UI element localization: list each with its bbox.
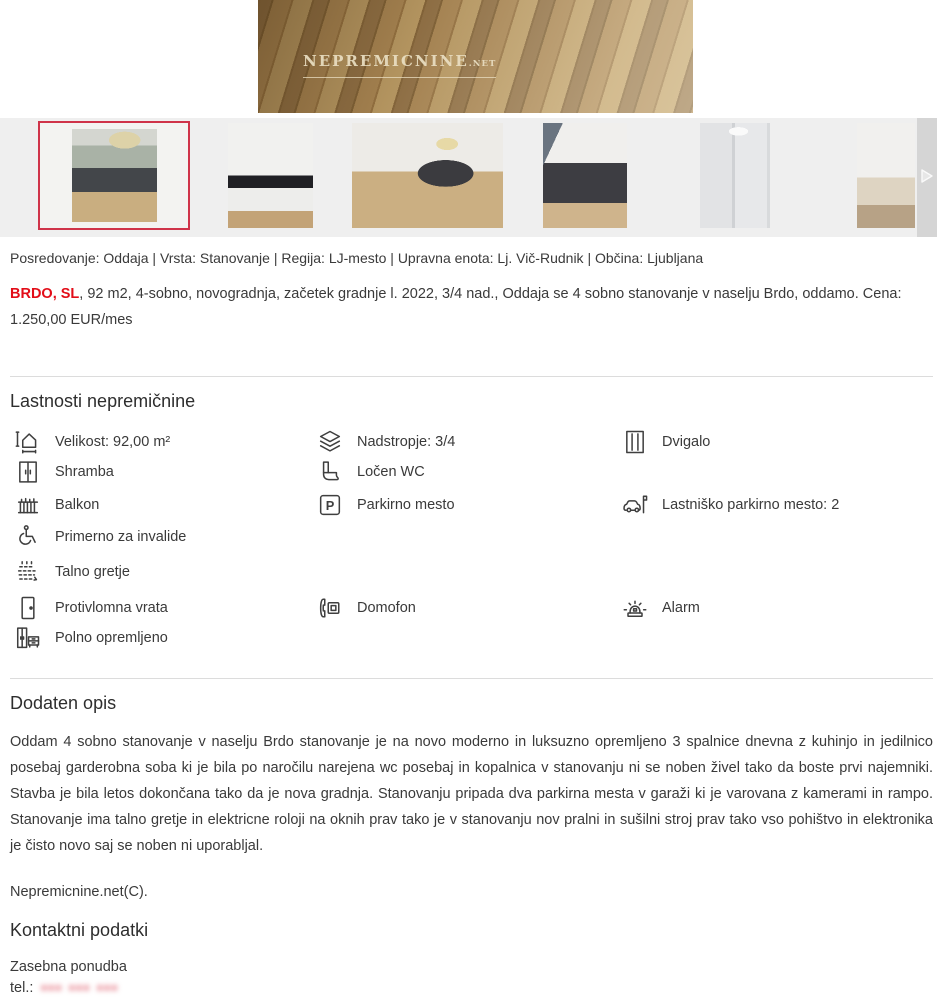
divider bbox=[10, 376, 933, 377]
divider bbox=[10, 678, 933, 679]
phone-line bbox=[10, 978, 933, 999]
feature-wheelchair-access: Primerno za invalide bbox=[13, 523, 315, 551]
description-text: Oddam 4 sobno stanovanje v naselju Brdo stanovanje je na novo moderno in luksuzno opremljeno 3 spalnice dnevna z kuhinjo in jedilnico posebaj garderobna soba ki je bila po naročilu narejena wc posebaj in kopalnica v stanovanju ni se noben živel tako da boste prvi najemniki. Stavba je bila letos dokončana tako da je nova gradnja. Stanovanju pripada dva parkirna mesta v garaži ki je varovana z kamerami in rampo. Stanovanje ima talno gretje in elektricne roloji na oknih prav tako je v stanovanju nov pralni in sušilni stroj prav tako vso pohištvo in elektronika je čisto novo saj se noben ni uporabljal. bbox=[10, 734, 933, 854]
feature-balcony: Balkon bbox=[13, 491, 315, 519]
floor-heating-icon bbox=[13, 558, 43, 586]
main-photo[interactable] bbox=[258, 0, 693, 113]
feature-fully-furnished: Polno opremljeno bbox=[13, 624, 315, 652]
feature-floor-heating: Talno gretje bbox=[13, 558, 315, 586]
thumbnail-dining-room[interactable] bbox=[352, 123, 503, 228]
thumbnail-wardrobe[interactable] bbox=[700, 123, 770, 228]
copyright-note: Nepremicnine.net(C). bbox=[10, 884, 148, 900]
furniture-icon bbox=[13, 624, 43, 652]
description-heading: Dodaten opis bbox=[10, 693, 117, 713]
listing-content bbox=[0, 248, 943, 999]
wheelchair-icon bbox=[13, 523, 43, 551]
contact-heading: Kontaktni podatki bbox=[10, 920, 149, 940]
feature-owned-parking: Lastniško parkirno mesto: 2 bbox=[620, 491, 933, 519]
feature-alarm: Alarm bbox=[620, 594, 933, 622]
listing-title bbox=[10, 281, 933, 333]
intercom-icon bbox=[315, 594, 345, 622]
alarm-siren-icon bbox=[620, 594, 650, 622]
feature-size: Velikost: 92,00 m² bbox=[13, 428, 315, 456]
thumbnail-strip bbox=[0, 118, 937, 237]
toilet-icon bbox=[315, 458, 345, 486]
next-photos-button[interactable] bbox=[917, 118, 937, 237]
thumbnail-bedroom-2[interactable] bbox=[857, 123, 915, 228]
layers-icon bbox=[315, 428, 345, 456]
feature-security-door: Protivlomna vrata bbox=[13, 594, 315, 622]
chevron-right-icon bbox=[920, 168, 934, 187]
security-door-icon bbox=[13, 594, 43, 622]
listing-location: BRDO, SL bbox=[10, 286, 80, 302]
breadcrumb: Posredovanje: Oddaja | Vrsta: Stanovanje | Regija: LJ-mesto | Upravna enota: Lj. Vič-Rudnik | Občina: Ljubljana bbox=[10, 250, 704, 266]
elevator-icon bbox=[620, 428, 650, 456]
thumbnail-living-room bbox=[72, 129, 157, 222]
thumbnail-bedroom[interactable] bbox=[543, 123, 627, 228]
phone-number-redacted[interactable]: ••• ••• ••• bbox=[41, 980, 119, 997]
thumbnail-1-selected[interactable] bbox=[38, 121, 190, 230]
car-parking-spot-icon bbox=[620, 491, 650, 519]
photo-gallery bbox=[0, 0, 943, 237]
balcony-railing-icon bbox=[13, 491, 43, 519]
feature-floor: Nadstropje: 3/4 bbox=[315, 428, 620, 456]
offer-type: Zasebna ponudba bbox=[10, 959, 127, 975]
features-heading: Lastnosti nepremičnine bbox=[10, 391, 196, 411]
watermark: NEPREMICNINE.NET bbox=[303, 52, 496, 78]
feature-storage: Shramba bbox=[13, 458, 315, 486]
feature-parking: P Parkirno mesto bbox=[315, 491, 620, 519]
parking-icon bbox=[315, 491, 345, 519]
feature-intercom: Domofon bbox=[315, 594, 620, 622]
area-measure-icon bbox=[13, 428, 43, 456]
listing-summary: , 92 m2, 4-sobno, novogradnja, začetek gradnje l. 2022, 3/4 nad., Oddaja se 4 sobno stanovanje v naselju Brdo, oddamo. Cena: 1.250,00 EUR/mes bbox=[10, 286, 902, 328]
feature-separate-wc: Ločen WC bbox=[315, 458, 620, 486]
phone-label: tel.: bbox=[10, 980, 34, 996]
thumbnail-kitchen[interactable] bbox=[228, 123, 313, 228]
storage-cabinet-icon bbox=[13, 458, 43, 486]
feature-elevator: Dvigalo bbox=[620, 428, 933, 456]
svg-text:P: P bbox=[325, 497, 335, 513]
features-grid bbox=[10, 428, 933, 652]
